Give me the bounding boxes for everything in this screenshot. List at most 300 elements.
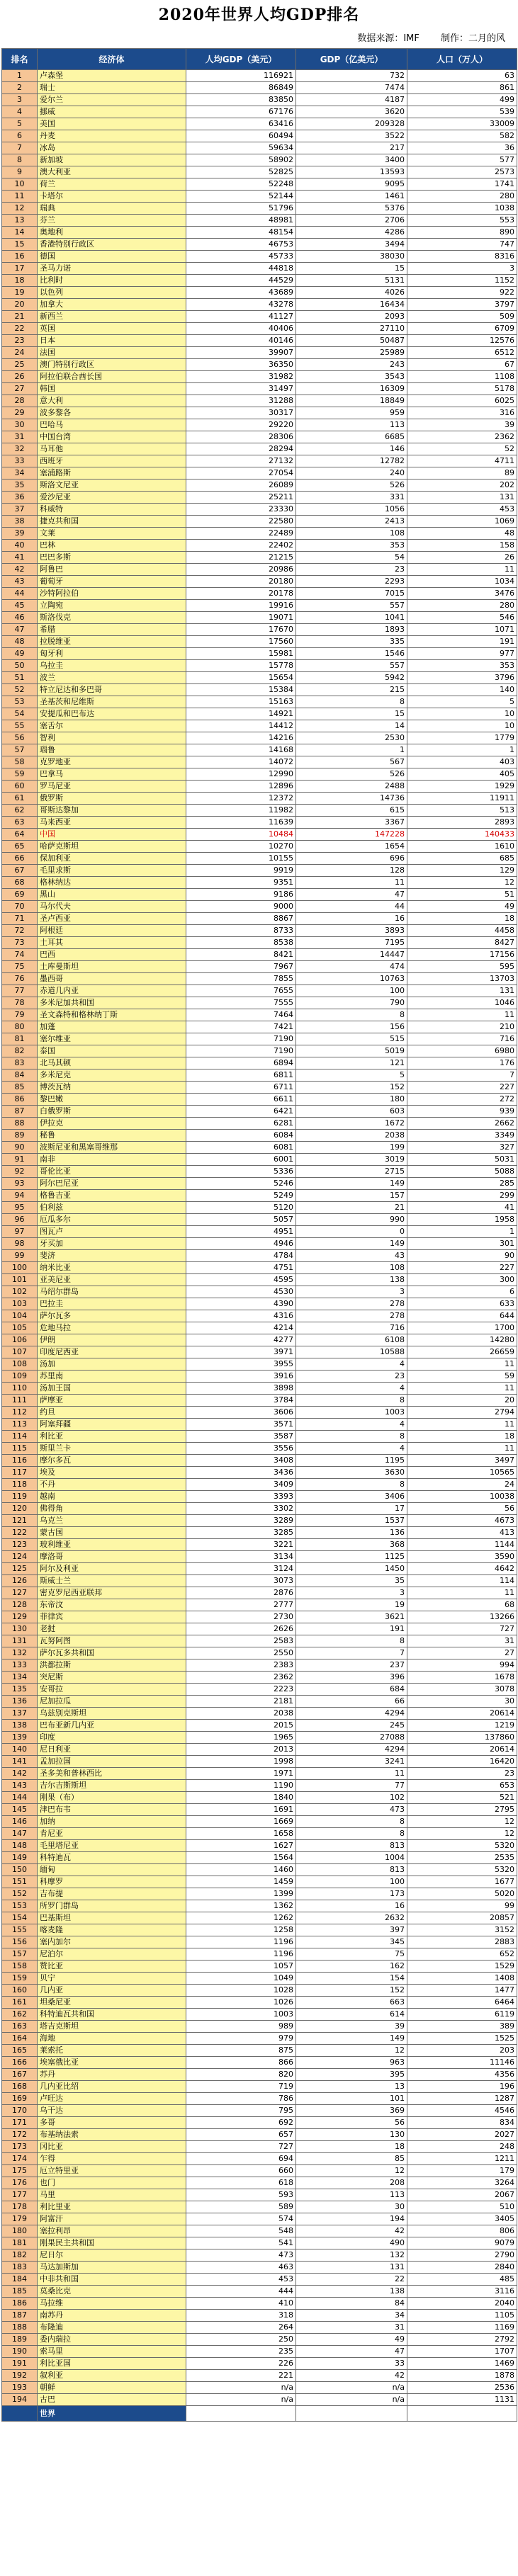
rank-cell: 179 [2, 2213, 38, 2225]
economy-name: 古巴 [38, 2394, 186, 2406]
per-capita-gdp-cell: 20180 [186, 576, 296, 588]
economy-name: 埃及 [38, 1467, 186, 1479]
population-cell: 68 [407, 1599, 517, 1611]
gdp-cell: 113 [296, 419, 407, 431]
header-rank[interactable]: 排名 [2, 49, 38, 70]
per-capita-gdp-cell: 14168 [186, 744, 296, 756]
economy-name: 马绍尔群岛 [38, 1286, 186, 1298]
per-capita-gdp-cell: 1459 [186, 1876, 296, 1888]
economy-name: 赤道几内亚 [38, 985, 186, 997]
population-cell: 1408 [407, 1973, 517, 1985]
table-row [2, 383, 517, 395]
gdp-cell: 8 [296, 1395, 407, 1407]
table-row [2, 2153, 517, 2165]
meta-line [0, 30, 518, 48]
per-capita-gdp-cell: 3221 [186, 1539, 296, 1551]
rank-cell: 27 [2, 383, 38, 395]
rank-cell: 95 [2, 1202, 38, 1214]
table-row [2, 684, 517, 696]
economy-name: 巴布亚新几内亚 [38, 1720, 186, 1732]
table-row [2, 1852, 517, 1864]
population-cell: 453 [407, 504, 517, 516]
per-capita-gdp-cell: 8733 [186, 925, 296, 937]
per-capita-gdp-cell: 12896 [186, 781, 296, 793]
header-population[interactable]: 人口（万人） [407, 49, 517, 70]
per-capita-gdp-cell: 1965 [186, 1732, 296, 1744]
population-cell: 1678 [407, 1672, 517, 1684]
economy-name: 约旦 [38, 1407, 186, 1419]
per-capita-gdp-cell: 1627 [186, 1840, 296, 1852]
rank-cell: 79 [2, 1009, 38, 1021]
rank-cell: 177 [2, 2189, 38, 2201]
table-row [2, 2201, 517, 2213]
economy-name: 汤加 [38, 1358, 186, 1371]
table-row [2, 1828, 517, 1840]
rank-cell: 4 [2, 106, 38, 118]
gdp-cell: 1450 [296, 1563, 407, 1575]
gdp-cell: 473 [296, 1804, 407, 1816]
economy-name: 斯洛伐克 [38, 612, 186, 624]
population-cell: 10 [407, 708, 517, 720]
economy-name: 乌拉圭 [38, 660, 186, 672]
per-capita-gdp-cell: 4214 [186, 1322, 296, 1334]
economy-name: 塞内加尔 [38, 1936, 186, 1948]
per-capita-gdp-cell: 4390 [186, 1298, 296, 1310]
population-cell: 63 [407, 70, 517, 82]
population-cell: 3078 [407, 1684, 517, 1696]
gdp-cell: 130 [296, 2129, 407, 2141]
rank-cell: 12 [2, 203, 38, 215]
rank-cell: 31 [2, 431, 38, 443]
population-cell: 553 [407, 215, 517, 227]
gdp-cell: 17 [296, 1503, 407, 1515]
per-capita-gdp-cell: 3124 [186, 1563, 296, 1575]
population-cell: 1034 [407, 576, 517, 588]
per-capita-gdp-cell: 39907 [186, 347, 296, 359]
rank-cell: 62 [2, 805, 38, 817]
economy-name: 巴巴多斯 [38, 552, 186, 564]
economy-name: 伊朗 [38, 1334, 186, 1346]
gdp-cell: 240 [296, 467, 407, 480]
per-capita-gdp-cell: 15384 [186, 684, 296, 696]
economy-name: 利比里亚 [38, 2201, 186, 2213]
gdp-cell: 3241 [296, 1756, 407, 1768]
rank-cell: 36 [2, 492, 38, 504]
gdp-cell: 18 [296, 2141, 407, 2153]
population-cell: 353 [407, 660, 517, 672]
per-capita-gdp-cell: 1460 [186, 1864, 296, 1876]
table-row [2, 2129, 517, 2141]
population-cell: 6464 [407, 1997, 517, 2009]
rank-cell: 68 [2, 877, 38, 889]
gdp-cell: 84 [296, 2298, 407, 2310]
rank-cell: 98 [2, 1238, 38, 1250]
population-cell: 3 [407, 263, 517, 275]
gdp-cell: 4 [296, 1443, 407, 1455]
per-capita-gdp-cell: 593 [186, 2189, 296, 2201]
per-capita-gdp-cell: 4946 [186, 1238, 296, 1250]
gdp-cell: 245 [296, 1720, 407, 1732]
population-cell: 7 [407, 1069, 517, 1082]
population-cell: 11 [407, 1383, 517, 1395]
gdp-cell: 5 [296, 1069, 407, 1082]
rank-cell: 135 [2, 1684, 38, 1696]
rank-cell: 5 [2, 118, 38, 130]
gdp-cell: 4 [296, 1419, 407, 1431]
population-cell: 747 [407, 239, 517, 251]
population-cell: 1038 [407, 203, 517, 215]
rank-cell: 54 [2, 708, 38, 720]
rank-cell: 132 [2, 1647, 38, 1659]
rank-cell: 49 [2, 648, 38, 660]
rank-cell: 121 [2, 1515, 38, 1527]
per-capita-gdp-cell: 83850 [186, 94, 296, 106]
rank-cell: 92 [2, 1166, 38, 1178]
rank-cell: 143 [2, 1780, 38, 1792]
gdp-cell: 0 [296, 1226, 407, 1238]
per-capita-gdp-cell: 1003 [186, 2009, 296, 2021]
rank-cell: 114 [2, 1431, 38, 1443]
rank-cell: 8 [2, 154, 38, 166]
table-row [2, 624, 517, 636]
population-cell: 6512 [407, 347, 517, 359]
population-cell: 202 [407, 480, 517, 492]
table-row [2, 564, 517, 576]
table-row [2, 215, 517, 227]
rank-cell: 188 [2, 2322, 38, 2334]
table-row [2, 1756, 517, 1768]
table-row [2, 636, 517, 648]
population-cell: 2795 [407, 1804, 517, 1816]
rank-cell: 190 [2, 2346, 38, 2358]
gdp-cell: 162 [296, 1961, 407, 1973]
rank-cell: 34 [2, 467, 38, 480]
rank-cell: 189 [2, 2334, 38, 2346]
gdp-cell: 18849 [296, 395, 407, 407]
gdp-cell: 215 [296, 684, 407, 696]
economy-name: 波兰 [38, 672, 186, 684]
per-capita-gdp-cell: 1262 [186, 1912, 296, 1924]
economy-name: 波斯尼亚和黑塞哥维那 [38, 1142, 186, 1154]
rank-cell: 128 [2, 1599, 38, 1611]
header-per-capita[interactable]: 人均GDP（美元） [186, 49, 296, 70]
per-capita-gdp-cell: 51796 [186, 203, 296, 215]
table-row [2, 2322, 517, 2334]
per-capita-gdp-cell: 22580 [186, 516, 296, 528]
population-cell: 485 [407, 2274, 517, 2286]
table-row [2, 1106, 517, 1118]
population-cell: 13266 [407, 1611, 517, 1623]
economy-name: 特立尼达和多巴哥 [38, 684, 186, 696]
per-capita-gdp-cell: 1196 [186, 1936, 296, 1948]
table-row [2, 744, 517, 756]
per-capita-gdp-cell: 727 [186, 2141, 296, 2153]
per-capita-gdp-cell: 5120 [186, 1202, 296, 1214]
gdp-cell: 102 [296, 1792, 407, 1804]
gdp-cell: 149 [296, 2033, 407, 2045]
population-cell: 1152 [407, 275, 517, 287]
per-capita-gdp-cell: 4530 [186, 1286, 296, 1298]
rank-cell: 56 [2, 732, 38, 744]
rank-cell: 162 [2, 2009, 38, 2021]
gdp-cell: 490 [296, 2237, 407, 2249]
table-row [2, 1659, 517, 1672]
rank-cell: 106 [2, 1334, 38, 1346]
table-row [2, 1864, 517, 1876]
table-row [2, 1118, 517, 1130]
per-capita-gdp-cell: 48154 [186, 227, 296, 239]
population-cell: 272 [407, 1094, 517, 1106]
population-cell: 922 [407, 287, 517, 299]
gdp-cell: 732 [296, 70, 407, 82]
gdp-cell: 4294 [296, 1744, 407, 1756]
rank-cell: 156 [2, 1936, 38, 1948]
population-cell: 129 [407, 865, 517, 877]
rank-cell: 75 [2, 961, 38, 973]
economy-name: 苏里南 [38, 1371, 186, 1383]
rank-cell: 21 [2, 311, 38, 323]
gdp-cell: 47 [296, 2346, 407, 2358]
table-row [2, 1527, 517, 1539]
rank-cell: 145 [2, 1804, 38, 1816]
population-cell: 4546 [407, 2105, 517, 2117]
gdp-cell: 128 [296, 865, 407, 877]
economy-name: 法国 [38, 347, 186, 359]
header-name[interactable]: 经济体 [38, 49, 186, 70]
economy-name: 朝鲜 [38, 2382, 186, 2394]
gdp-cell: 147228 [296, 829, 407, 841]
gdp-cell: 2488 [296, 781, 407, 793]
table-row [2, 949, 517, 961]
per-capita-gdp-cell: 14921 [186, 708, 296, 720]
gdp-cell: 603 [296, 1106, 407, 1118]
population-cell: 3152 [407, 1924, 517, 1936]
economy-name: 安提瓜和巴布达 [38, 708, 186, 720]
population-cell: 405 [407, 768, 517, 781]
economy-name: 圣文森特和格林纳丁斯 [38, 1009, 186, 1021]
per-capita-gdp-cell: 660 [186, 2165, 296, 2177]
population-cell: 3116 [407, 2286, 517, 2298]
population-cell: 521 [407, 1792, 517, 1804]
gdp-cell: 3620 [296, 106, 407, 118]
per-capita-gdp-cell: 8421 [186, 949, 296, 961]
per-capita-gdp-cell: 19916 [186, 600, 296, 612]
gdp-cell: 1654 [296, 841, 407, 853]
table-row [2, 2093, 517, 2105]
table-row [2, 311, 517, 323]
economy-name: 伊拉克 [38, 1118, 186, 1130]
economy-name: 萨摩亚 [38, 1395, 186, 1407]
per-capita-gdp-cell: 463 [186, 2262, 296, 2274]
population-cell: 546 [407, 612, 517, 624]
rank-cell: 142 [2, 1768, 38, 1780]
economy-name: 冰岛 [38, 142, 186, 154]
rank-cell: 102 [2, 1286, 38, 1298]
gdp-cell: 121 [296, 1057, 407, 1069]
per-capita-gdp-cell: 6894 [186, 1057, 296, 1069]
economy-name: 科摩罗 [38, 1876, 186, 1888]
table-row [2, 1961, 517, 1973]
table-row [2, 1262, 517, 1274]
economy-name: 摩尔多瓦 [38, 1455, 186, 1467]
rank-cell: 35 [2, 480, 38, 492]
population-cell: 3476 [407, 588, 517, 600]
table-row [2, 1515, 517, 1527]
population-cell: 12 [407, 1828, 517, 1840]
gdp-cell: 42 [296, 2225, 407, 2237]
population-cell: 48 [407, 528, 517, 540]
population-cell: 595 [407, 961, 517, 973]
population-cell: 2893 [407, 817, 517, 829]
table-row [2, 973, 517, 985]
economy-name: 也门 [38, 2177, 186, 2189]
table-row [2, 1238, 517, 1250]
gdp-cell: 567 [296, 756, 407, 768]
economy-name: 乌兹别克斯坦 [38, 1708, 186, 1720]
gdp-cell: 515 [296, 1033, 407, 1045]
population-cell: 11 [407, 1419, 517, 1431]
gdp-cell: 11 [296, 877, 407, 889]
table-row [2, 1563, 517, 1575]
economy-name: 摩洛哥 [38, 1551, 186, 1563]
population-cell: 8427 [407, 937, 517, 949]
population-cell: 1779 [407, 732, 517, 744]
rank-cell: 185 [2, 2286, 38, 2298]
population-cell: 5320 [407, 1864, 517, 1876]
per-capita-gdp-cell: n/a [186, 2394, 296, 2406]
gdp-cell: 557 [296, 600, 407, 612]
rank-cell: 44 [2, 588, 38, 600]
gdp-cell: 663 [296, 1997, 407, 2009]
economy-name: 阿富汗 [38, 2213, 186, 2225]
population-cell: 301 [407, 1238, 517, 1250]
rank-cell: 158 [2, 1961, 38, 1973]
gdp-cell: 8 [296, 1635, 407, 1647]
per-capita-gdp-cell: 444 [186, 2286, 296, 2298]
rank-cell: 139 [2, 1732, 38, 1744]
table-row [2, 1732, 517, 1744]
per-capita-gdp-cell: 5249 [186, 1190, 296, 1202]
table-row [2, 2358, 517, 2370]
economy-name: 吉尔吉斯斯坦 [38, 1780, 186, 1792]
population-cell: 248 [407, 2141, 517, 2153]
population-cell: 3405 [407, 2213, 517, 2225]
per-capita-gdp-cell: 589 [186, 2201, 296, 2213]
gdp-cell: 7015 [296, 588, 407, 600]
gdp-cell: 100 [296, 1876, 407, 1888]
gdp-cell: 368 [296, 1539, 407, 1551]
gdp-cell: 3 [296, 1587, 407, 1599]
gdp-cell: 101 [296, 2093, 407, 2105]
table-header-row [2, 49, 517, 70]
economy-name: 亚美尼亚 [38, 1274, 186, 1286]
economy-name: 沙特阿拉伯 [38, 588, 186, 600]
population-cell: 26 [407, 552, 517, 564]
population-cell: 977 [407, 648, 517, 660]
rank-cell: 64 [2, 829, 38, 841]
population-cell: 1958 [407, 1214, 517, 1226]
economy-name: 巴林 [38, 540, 186, 552]
rank-cell: 176 [2, 2177, 38, 2189]
economy-name: 萨尔瓦多共和国 [38, 1647, 186, 1659]
total-gdp: 843377 [296, 2406, 407, 2422]
per-capita-gdp-cell: 473 [186, 2249, 296, 2262]
page-title: 2020年世界人均GDP排名 [158, 6, 360, 24]
rank-cell: 58 [2, 756, 38, 768]
economy-name: 阿根廷 [38, 925, 186, 937]
economy-name: 乌干达 [38, 2105, 186, 2117]
population-cell: 1529 [407, 1961, 517, 1973]
population-cell: 280 [407, 600, 517, 612]
table-row [2, 817, 517, 829]
gdp-cell: 3406 [296, 1491, 407, 1503]
per-capita-gdp-cell: 4784 [186, 1250, 296, 1262]
per-capita-gdp-cell: 6081 [186, 1142, 296, 1154]
table-row [2, 2262, 517, 2274]
per-capita-gdp-cell: 1840 [186, 1792, 296, 1804]
table-row [2, 2274, 517, 2286]
rank-cell: 66 [2, 853, 38, 865]
gdp-cell: 16309 [296, 383, 407, 395]
gdp-cell: 8 [296, 1431, 407, 1443]
per-capita-gdp-cell: 875 [186, 2045, 296, 2057]
gdp-cell: 990 [296, 1214, 407, 1226]
population-cell: 4458 [407, 925, 517, 937]
table-row [2, 1900, 517, 1912]
economy-name: 佛得角 [38, 1503, 186, 1515]
population-cell: 2840 [407, 2262, 517, 2274]
table-row [2, 1696, 517, 1708]
gdp-cell: 278 [296, 1310, 407, 1322]
population-cell: 1878 [407, 2370, 517, 2382]
per-capita-gdp-cell: 45733 [186, 251, 296, 263]
rank-cell: 180 [2, 2225, 38, 2237]
table-row [2, 612, 517, 624]
per-capita-gdp-cell: n/a [186, 2382, 296, 2394]
economy-name: 毛里塔尼亚 [38, 1840, 186, 1852]
rank-cell: 101 [2, 1274, 38, 1286]
per-capita-gdp-cell: 1691 [186, 1804, 296, 1816]
economy-name: 马拉维 [38, 2298, 186, 2310]
economy-name: 阿尔及利亚 [38, 1563, 186, 1575]
table-row [2, 1635, 517, 1647]
population-cell: 633 [407, 1298, 517, 1310]
rank-cell: 57 [2, 744, 38, 756]
economy-name: 爱尔兰 [38, 94, 186, 106]
table-row [2, 2033, 517, 2045]
rank-cell: 178 [2, 2201, 38, 2213]
population-cell: 26659 [407, 1346, 517, 1358]
economy-name: 几内亚比绍 [38, 2081, 186, 2093]
table-row [2, 407, 517, 419]
table-row [2, 1792, 517, 1804]
economy-name: 拉脱维亚 [38, 636, 186, 648]
gdp-cell: 1537 [296, 1515, 407, 1527]
per-capita-gdp-cell: 14412 [186, 720, 296, 732]
population-cell: 1287 [407, 2093, 517, 2105]
table-row [2, 1130, 517, 1142]
economy-name: 阿鲁巴 [38, 564, 186, 576]
rank-cell: 77 [2, 985, 38, 997]
per-capita-gdp-cell: 19071 [186, 612, 296, 624]
per-capita-gdp-cell: 3898 [186, 1383, 296, 1395]
per-capita-gdp-cell: 9919 [186, 865, 296, 877]
gdp-cell: 39 [296, 2021, 407, 2033]
table-row [2, 1358, 517, 1371]
per-capita-gdp-cell: 20178 [186, 588, 296, 600]
rank-cell: 167 [2, 2069, 38, 2081]
header-gdp[interactable]: GDP（亿美元） [296, 49, 407, 70]
